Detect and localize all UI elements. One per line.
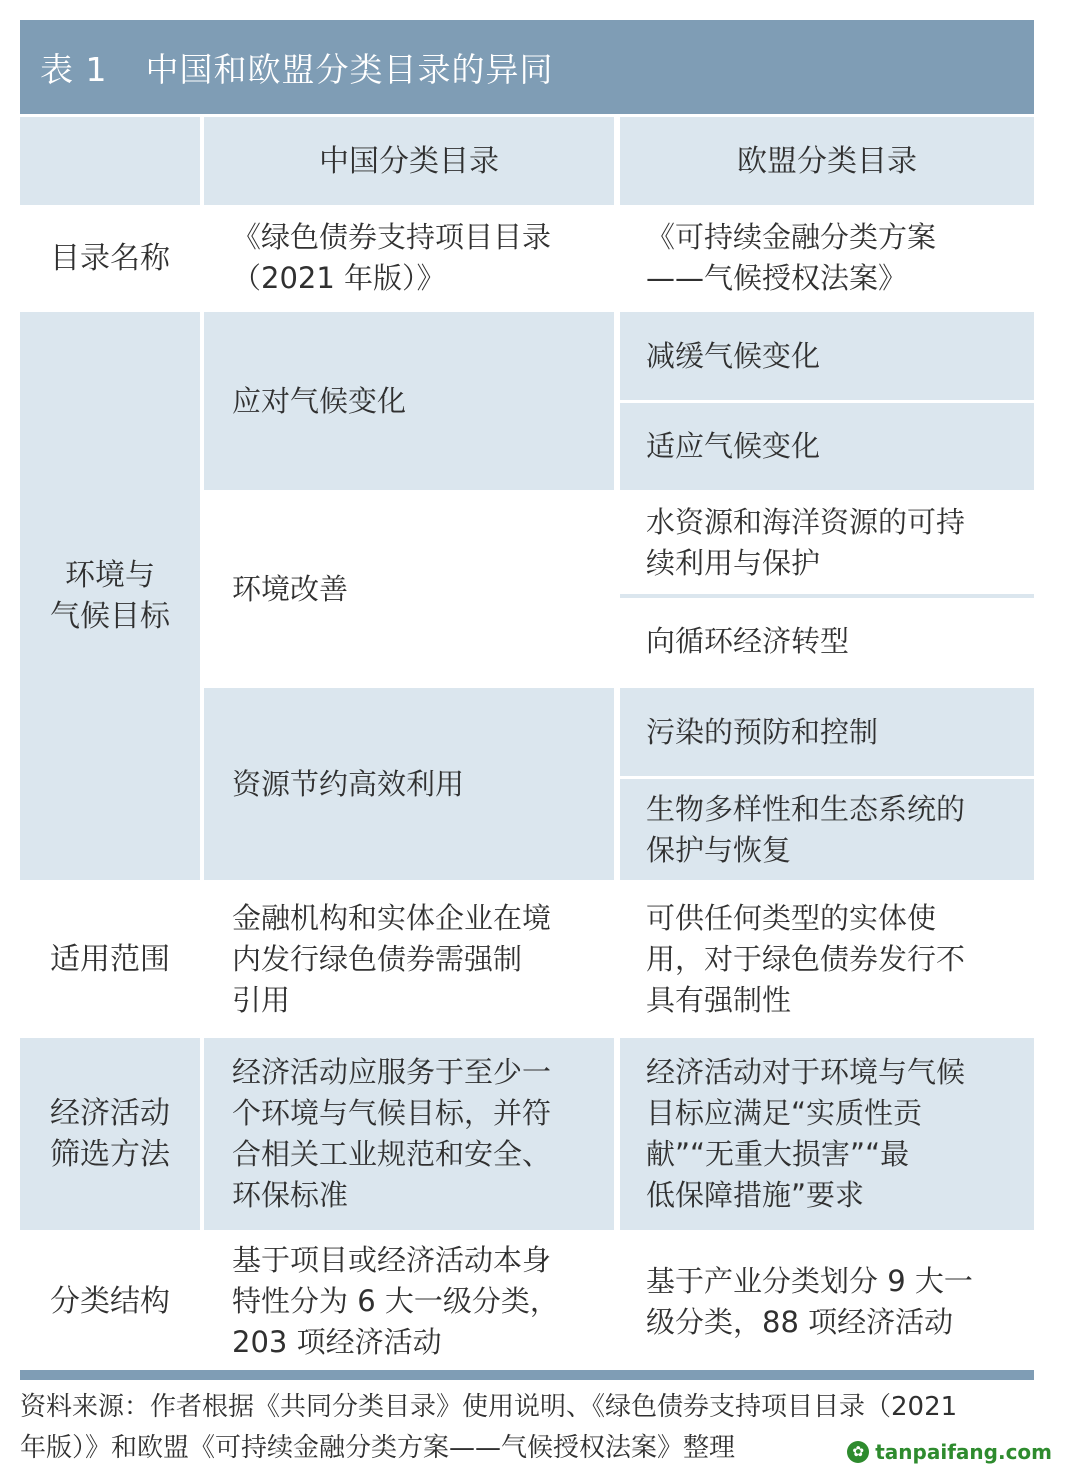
table-title-text: 中国和欧盟分类目录的异同 — [145, 49, 554, 89]
row-label-scope: 适用范围 — [20, 883, 200, 1035]
cell-eu-objective-6: 生物多样性和生态系统的 保护与恢复 — [620, 779, 1034, 880]
leaf-logo-icon: ✿ — [847, 1441, 869, 1463]
table-number: 表 1 — [40, 49, 108, 89]
header-eu: 欧盟分类目录 — [620, 117, 1034, 205]
table-bottom-rule — [20, 1370, 1034, 1380]
header-corner — [20, 117, 200, 205]
cell-eu-screening: 经济活动对于环境与气候 目标应满足“实质性贡 献”“无重大损害”“最 低保障措施”要求 — [620, 1038, 1034, 1230]
cell-eu-objective-3: 水资源和海洋资源的可持 续利用与保护 — [620, 493, 1034, 593]
cell-china-objective-1: 应对气候变化 — [204, 312, 614, 490]
cell-eu-objective-1: 减缓气候变化 — [620, 312, 1034, 400]
cell-eu-catalog-name: 《可持续金融分类方案 ——气候授权法案》 — [620, 208, 1034, 308]
watermark — [847, 1440, 1052, 1464]
row-label-structure: 分类结构 — [20, 1233, 200, 1370]
source-note: 资料来源：作者根据《共同分类目录》使用说明、《绿色债券支持项目目录（2021 年版）》和欧盟《可持续金融分类方案——气候授权法案》整理 — [20, 1392, 958, 1463]
cell-china-scope: 金融机构和实体企业在境 内发行绿色债券需强制 引用 — [204, 883, 614, 1035]
cell-eu-scope: 可供任何类型的实体使 用，对于绿色债券发行不 具有强制性 — [620, 883, 1034, 1035]
cell-eu-objective-2: 适应气候变化 — [620, 403, 1034, 490]
cell-eu-structure: 基于产业分类划分 9 大一 级分类，88 项经济活动 — [620, 1233, 1034, 1370]
cell-eu-objective-5: 污染的预防和控制 — [620, 688, 1034, 776]
table-title — [20, 20, 1034, 114]
cell-china-objective-2: 环境改善 — [204, 493, 614, 685]
cell-china-structure: 基于项目或经济活动本身 特性分为 6 大一级分类， 203 项经济活动 — [204, 1233, 614, 1370]
cell-china-objective-3: 资源节约高效利用 — [204, 688, 614, 880]
row-label-objectives: 环境与 气候目标 — [20, 312, 200, 880]
watermark-text: tanpaifang.com — [875, 1440, 1052, 1464]
cell-china-catalog-name: 《绿色债券支持项目目录 （2021 年版）》 — [204, 208, 614, 308]
cell-china-screening: 经济活动应服务于至少一 个环境与气候目标，并符 合相关工业规范和安全、 环保标准 — [204, 1038, 614, 1230]
row-label-screening: 经济活动 筛选方法 — [20, 1038, 200, 1230]
cell-eu-objective-4: 向循环经济转型 — [620, 598, 1034, 685]
header-china: 中国分类目录 — [204, 117, 614, 205]
row-label-catalog-name: 目录名称 — [20, 208, 200, 308]
